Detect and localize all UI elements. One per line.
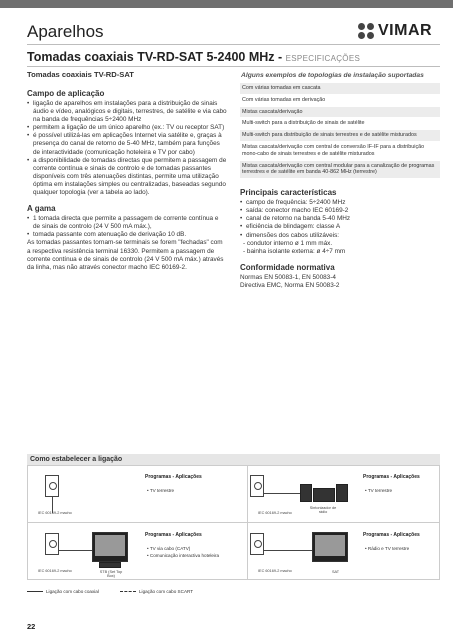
- device-label: STB (Set Top Box): [99, 570, 123, 578]
- product-heading: Tomadas coaxiais TV-RD-SAT: [27, 70, 134, 79]
- device-label: SAT: [332, 570, 340, 574]
- range-text: As tomadas passantes tornam-se terminais se forem "fechadas" com a respectiva resistência terminal 16330. Permitem a passagem de corrente contínua e de sinais de controlo (24 V 500 mA máx.) através da linha, mas não através conector macho IEC 60169-2.: [27, 239, 224, 271]
- plug-label: IEC 60169-2 macho: [258, 511, 292, 515]
- range-item: • 1 tomada directa que permite a passagem de corrente contínua e de sinais de controlo (24 V 500 mA máx.),: [27, 215, 227, 231]
- characteristic-item: • eficiência de blindagem: classe A: [240, 223, 440, 231]
- topology-row: Mistas cascata/derivação: [240, 106, 440, 118]
- characteristic-subitem: - condutor interno ø 1 mm máx.: [243, 239, 333, 247]
- right-column: [240, 70, 440, 290]
- characteristic-item: • dimensões dos cabos utilizáveis:: [240, 232, 440, 240]
- app-item: • Rádio e TV terrestre: [365, 546, 410, 551]
- brand-name: VIMAR: [378, 22, 433, 39]
- field-item: • permitem a ligação de um único aparelho (ex.: TV ou receptor SAT): [27, 124, 227, 132]
- coax-cable: [264, 550, 312, 551]
- connections-heading: Como estabelecer a ligação: [27, 454, 440, 465]
- topology-row: Multi-switch para a distribuição de sinais de satélite: [240, 117, 440, 129]
- app-item: • TV terrestre: [147, 488, 175, 493]
- characteristic-subitem: - bainha isolante externa: ø 4÷7 mm: [243, 247, 346, 255]
- characteristic-item: • campo de frequência: 5÷2400 MHz: [240, 199, 440, 207]
- panel-divider-h: [27, 522, 440, 523]
- apps-title: Programas - Aplicações: [145, 532, 202, 538]
- topology-heading: Alguns exemplos de topologias de instalação suportadas: [241, 72, 424, 79]
- section-title: Aparelhos: [27, 22, 104, 41]
- top-stripe: [0, 0, 453, 8]
- app-item: • TV terrestre: [365, 488, 393, 493]
- device-label: Sintonizador de rádio: [309, 506, 337, 514]
- compliance-line: Directiva EMC, Norma EN 50083-2: [240, 281, 340, 289]
- apps-title: Programas - Aplicações: [145, 474, 202, 480]
- app-item: • Comunicação interactiva hoteleira: [147, 553, 220, 558]
- coax-socket-icon: [45, 475, 59, 497]
- topology-table: [240, 82, 440, 178]
- speaker-icon: [336, 484, 348, 502]
- characteristics-heading: Principais características: [240, 188, 337, 198]
- header-rule: [27, 44, 440, 45]
- plug-label: IEC 60169-2 macho: [38, 511, 72, 515]
- coax-cable: [264, 493, 302, 494]
- tv-icon: [92, 532, 128, 562]
- topology-row: Mistas cascata/derivação com central de conversão IF-IF para a distribuição mono-cabo de sinais terrestres e de satélite misturados: [240, 141, 440, 160]
- field-heading: Campo de aplicação: [27, 89, 105, 98]
- apps-title: Programas - Aplicações: [363, 532, 420, 538]
- app-item: • TV via cabo (CATV): [147, 546, 191, 551]
- coax-socket-icon: [250, 533, 264, 555]
- title-tag: ESPECIFICAÇÕES: [285, 54, 361, 63]
- legend-coax: Ligação com cabo coaxial: [27, 589, 99, 594]
- compliance-heading: Conformidade normativa: [240, 262, 335, 272]
- logo-mark-icon: [358, 23, 375, 40]
- topology-row: Mistas cascata/derivação com central modular para a canalização de programas terrestres e de satélite em banda 40-862 MHz (terrestre): [240, 160, 440, 179]
- set-top-box-icon: [99, 562, 121, 568]
- range-item: • tomada passante com atenuação de derivação 10 dB.: [27, 231, 227, 239]
- coax-socket-icon: [250, 475, 264, 497]
- panel-divider-v: [247, 465, 248, 580]
- coax-cable: [59, 550, 92, 551]
- vimar-logo: [358, 23, 438, 41]
- topology-row: Multi-switch para distribuição de sinais terrestres e de satélite misturados: [240, 129, 440, 141]
- compliance-line: Normas EN 50083-1, EN 50083-4: [240, 273, 336, 281]
- title-rule: [27, 66, 440, 67]
- left-column: [27, 70, 227, 272]
- speaker-icon: [300, 484, 312, 502]
- field-item: • ligação de aparelhos em instalações para a distribuição de sinais áudio e vídeo, analógicos e digitais, terrestres, de satélite e via cabo na banda de frequências 5÷2400 MHz: [27, 100, 227, 124]
- apps-title: Programas - Aplicações: [363, 474, 420, 480]
- field-item: • é possível utilizá-las em aplicações Internet via satélite e, graças à presença do canal de retorno de 5-40 MHz, também para funções de interactividade (comunicação hoteleira e TV por cabo): [27, 132, 227, 156]
- page-number: 22: [27, 622, 36, 631]
- tv-icon: [312, 532, 348, 562]
- coax-socket-icon: [45, 533, 59, 555]
- plug-label: IEC 60169-2 macho: [258, 569, 292, 573]
- characteristic-item: • canal de retorno na banda 5-40 MHz: [240, 215, 440, 223]
- range-heading: A gama: [27, 204, 56, 214]
- topology-row: Com várias tomadas em cascata: [240, 82, 440, 94]
- topology-row: Com várias tomadas em derivação: [240, 94, 440, 106]
- characteristic-item: • saída: conector macho IEC 60169-2: [240, 207, 440, 215]
- radio-tuner-icon: [313, 488, 335, 502]
- legend-scart: Ligação com cabo SCART: [120, 589, 193, 594]
- field-item: • a disponibilidade de tomadas directas que permitem a passagem de corrente contínua e sinais de controlo e de tomadas passantes disponíveis com três atenuações distintas, permite uma utilização óptima em instalações simples ou centralizadas, baseadas segundo qualquer topologia (ver a tabela ao lado).: [27, 157, 227, 197]
- plug-label: IEC 60169-2 macho: [38, 569, 72, 573]
- page-title: Tomadas coaxiais TV-RD-SAT 5-2400 MHz - ESPECIFICAÇÕES: [27, 50, 361, 64]
